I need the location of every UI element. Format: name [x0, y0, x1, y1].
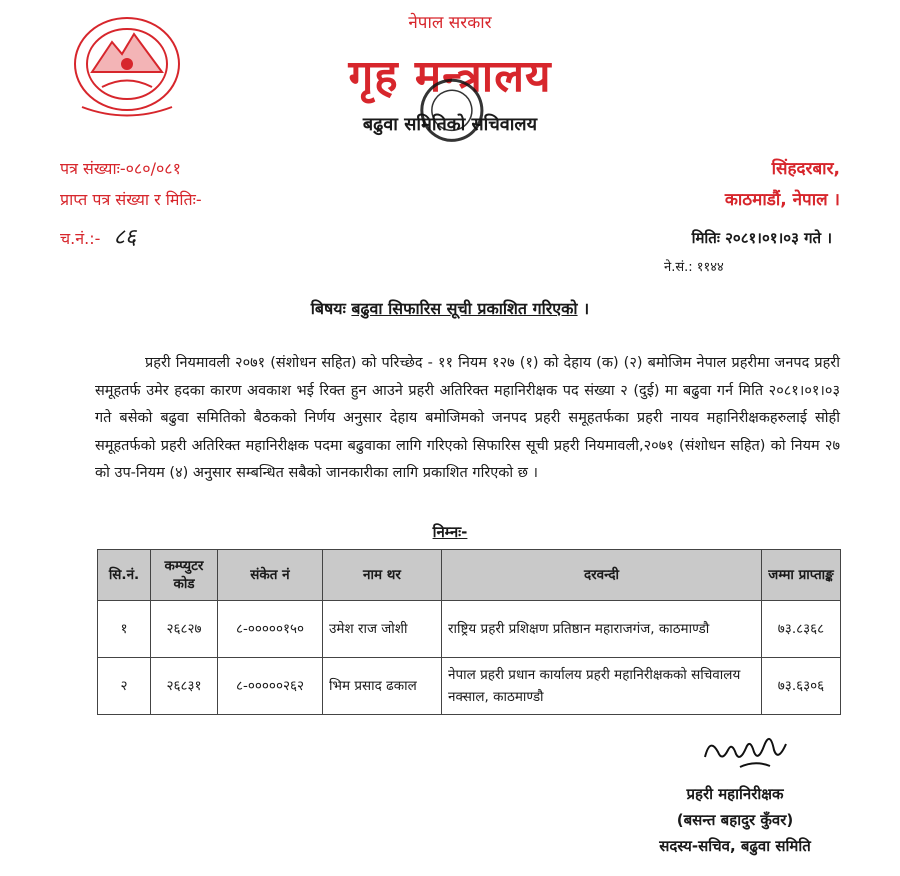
col-serial: सि.नं.: [98, 550, 151, 601]
cell-total-marks: ७३.८३६८: [762, 601, 841, 658]
cell-computer-code: २६८२७: [151, 601, 218, 658]
table-row: [98, 601, 841, 658]
official-stamp: [390, 60, 520, 190]
table-row: [98, 658, 841, 715]
cell-post: नेपाल प्रहरी प्रधान कार्यालय प्रहरी महानिरीक्षकको सचिवालय नक्साल, काठमाण्डौ: [442, 658, 762, 715]
government-name: नेपाल सरकार: [408, 13, 492, 33]
signatory-name: (बसन्त बहादुर कुँवर): [676, 811, 794, 829]
letter-number: पत्र संख्याः-०८०/०८१: [60, 159, 181, 178]
table-header-row: [98, 550, 841, 601]
signature: [700, 722, 790, 777]
letter-date: मितिः २०८१।०१।०३ गते ।: [691, 229, 832, 247]
subject-text: बढुवा सिफारिस सूची प्रकाशित गरिएको: [351, 299, 578, 318]
secretariat-name: बढुवा समितिको सचिवालय: [362, 114, 538, 135]
subject-end: ।: [583, 299, 590, 318]
subject-label: बिषयः: [310, 299, 346, 318]
received-letter-ref: प्राप्त पत्र संख्या र मितिः-: [60, 190, 202, 209]
body-paragraph: प्रहरी नियमावली २०७१ (संशोधन सहित) को परिच्छेद - ११ नियम १२७ (१) को देहाय (क) (२) बमोजिम नेपाल प्रहरीमा जनपद प्रहरी समूहतर्फ उमेर हदका कारण अवकाश भई रिक्त हुन आउने प्रहरी अतिरिक्त महानिरीक्षक पद संख्या २ (दुई) मा बढुवा गर्न मिति २०८१।०१।०३ गते बसेको बढुवा समितिको बैठकको निर्णय अनुसार देहाय बमोजिमको जनपद प्रहरी समूहतर्फका प्रहरी नायव महानिरीक्षकहरुलाई सोही समूहतर्फको प्रहरी अतिरिक्त महानिरीक्षक पदमा बढुवाका लागि गरिएको सिफारिस सूची प्रहरी नियमावली,२०७१ (संशोधन सहित) को नियम २७ को उप-नियम (४) अनुसार सम्बन्धित सबैको जानकारीका लागि प्रकाशित गरिएको छ ।: [95, 355, 840, 481]
cell-computer-code: २६८३१: [151, 658, 218, 715]
cell-post: राष्ट्रिय प्रहरी प्रशिक्षण प्रतिष्ठान महाराजगंज, काठमाण्डौ: [442, 601, 762, 658]
cell-symbol-no: ८-०००००२६२: [218, 658, 323, 715]
dispatch-number-label: च.नं.:-: [60, 229, 101, 248]
address-line-1: सिंहदरबार,: [771, 159, 840, 179]
dispatch-number: [60, 221, 136, 251]
col-post: दरवन्दी: [442, 550, 762, 601]
cell-serial: १: [98, 601, 151, 658]
signatory-title: प्रहरी महानिरीक्षक: [686, 785, 784, 803]
cell-total-marks: ७३.६३०६: [762, 658, 841, 715]
col-symbol-no: संकेत नं: [218, 550, 323, 601]
col-computer-code: कम्प्युटर कोड: [151, 550, 218, 601]
signatory-role: सदस्य-सचिव, बढुवा समिति: [659, 837, 811, 855]
cell-symbol-no: ८-०००००१५०: [218, 601, 323, 658]
following-label: निम्नः-: [432, 523, 468, 541]
col-name: नाम थर: [323, 550, 442, 601]
ministry-name: गृह मन्त्रालय: [348, 51, 552, 102]
address-line-2: काठमाडौं, नेपाल ।: [724, 190, 840, 210]
dispatch-number-value: ८६: [113, 225, 137, 250]
cell-serial: २: [98, 658, 151, 715]
col-total-marks: जम्मा प्राप्ताङ्क: [762, 550, 841, 601]
subject-line: [0, 297, 900, 319]
cell-name: भिम प्रसाद ढकाल: [323, 658, 442, 715]
cell-name: उमेश राज जोशी: [323, 601, 442, 658]
promotion-table: [97, 549, 841, 715]
nepal-sambat: ने.सं.: ११४४: [664, 260, 724, 275]
